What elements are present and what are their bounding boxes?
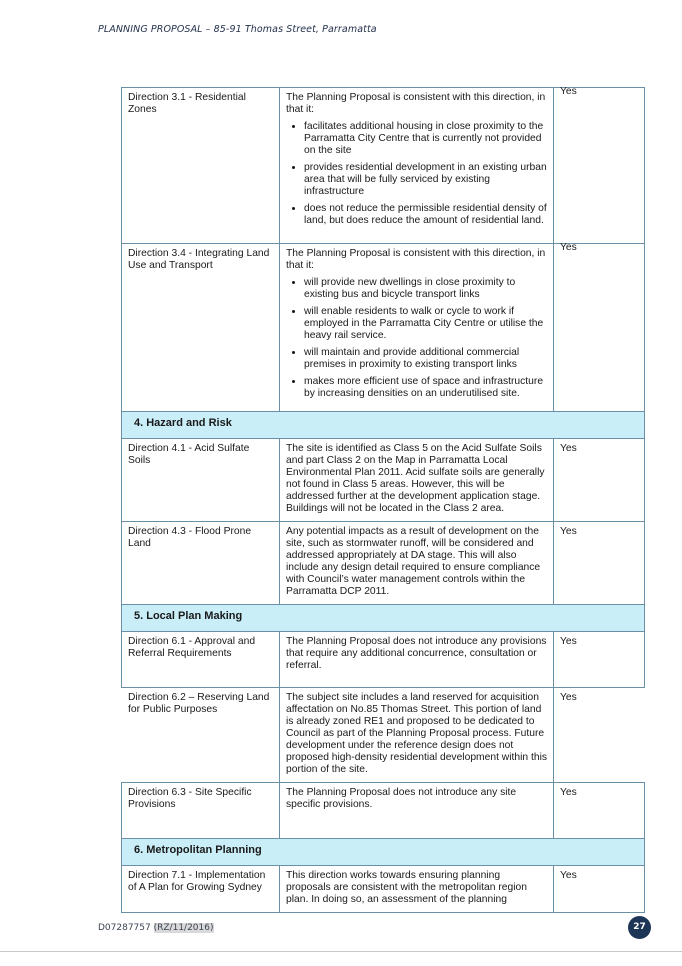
consistency-cell — [554, 866, 645, 913]
consistency-cell — [554, 522, 645, 605]
list-item: • provides residential development in an existing urban area that will be fully serviced by existing infrastructure — [304, 162, 547, 198]
assessment-cell — [280, 244, 554, 412]
consistency-value: Yes — [560, 870, 577, 881]
assessment-text: The subject site includes a land reserved for acquisition affectation on No.85 Thomas Street. This portion of land is already zoned RE1 and proposed to be dedicated to Council as part of the Planning Proposal process. Future development under the reference design does not proposed high-density residential development within this portion of the site. — [280, 688, 554, 783]
assessment-intro: The Planning Proposal is consistent with this direction, in that it: — [286, 248, 546, 271]
assessment-text: This direction works towards ensuring planning proposals are consistent with the metropolitan region plan. In doing so, an assessment of the planning — [280, 866, 554, 913]
direction-name: Direction 4.3 - Flood Prone Land — [122, 522, 280, 605]
consistency-value: Yes — [560, 787, 577, 798]
consistency-cell — [554, 632, 645, 688]
section-title: 4. Hazard and Risk — [122, 412, 645, 439]
list-item: • does not reduce the permissible residential density of land, but does reduce the amount of residential land. — [304, 203, 547, 227]
assessment-intro: The Planning Proposal is consistent with this direction, in that it: — [286, 92, 546, 115]
consistency-value: Yes — [560, 526, 577, 537]
consistency-cell — [554, 88, 645, 244]
section-heading-row — [122, 605, 645, 632]
consistency-cell — [554, 439, 645, 522]
bullet-list — [286, 277, 547, 400]
section-heading-row — [122, 839, 645, 866]
assessment-cell — [280, 88, 554, 244]
file-reference: (RZ/11/2016) — [153, 923, 214, 933]
page-divider — [0, 951, 682, 952]
table-row — [122, 783, 645, 839]
list-item: • facilitates additional housing in close proximity to the Parramatta City Centre that is currently not provided on the site — [304, 121, 547, 157]
direction-name: Direction 3.1 - Residential Zones — [122, 88, 280, 244]
consistency-value: Yes — [560, 242, 577, 253]
table-row — [122, 688, 645, 783]
list-item: • will maintain and provide additional commercial premises in proximity to existing transport links — [304, 347, 547, 371]
consistency-value: Yes — [560, 443, 577, 454]
assessment-text: The Planning Proposal does not introduce any site specific provisions. — [280, 783, 554, 839]
consistency-value: Yes — [560, 636, 577, 647]
list-item: • makes more efficient use of space and infrastructure by increasing densities on an underutilised site. — [304, 376, 547, 400]
table-row — [122, 866, 645, 913]
section-title: 5. Local Plan Making — [122, 605, 645, 632]
s117-directions-table — [121, 87, 645, 913]
bullet-list — [286, 121, 547, 227]
consistency-value: Yes — [560, 692, 577, 703]
direction-name: Direction 4.1 - Acid Sulfate Soils — [122, 439, 280, 522]
direction-name: Direction 7.1 - Implementation of A Plan for Growing Sydney — [122, 866, 280, 913]
table-row — [122, 244, 645, 412]
assessment-text: The site is identified as Class 5 on the Acid Sulfate Soils and part Class 2 on the Map in Parramatta Local Environmental Plan 2011. Acid sulfate soils are generally not found in Class 5 areas. However, this will be addressed further at the development application stage. Buildings will not be located in the Class 2 area. — [280, 439, 554, 522]
direction-name: Direction 6.3 - Site Specific Provisions — [122, 783, 280, 839]
page-number-badge: 27 — [628, 916, 651, 939]
table-row — [122, 522, 645, 605]
list-item: • will provide new dwellings in close proximity to existing bus and bicycle transport links — [304, 277, 547, 301]
assessment-text: Any potential impacts as a result of development on the site, such as stormwater runoff, will be considered and addressed appropriately at DA stage. This will also include any design detail required to ensure compliance with Council’s water management controls within the Parramatta DCP 2011. — [280, 522, 554, 605]
table-row — [122, 632, 645, 688]
section-title: 6. Metropolitan Planning — [122, 839, 645, 866]
consistency-cell — [554, 244, 645, 412]
running-header: PLANNING PROPOSAL – 85-91 Thomas Street, Parramatta — [98, 24, 377, 35]
assessment-text: The Planning Proposal does not introduce any provisions that require any additional concurrence, consultation or referral. — [280, 632, 554, 688]
list-item: • will enable residents to walk or cycle to work if employed in the Parramatta City Centre or utilise the heavy rail service. — [304, 306, 547, 342]
section-heading-row — [122, 412, 645, 439]
table-row — [122, 88, 645, 244]
direction-name: Direction 6.2 – Reserving Land for Public Purposes — [122, 688, 280, 783]
table-row — [122, 439, 645, 522]
consistency-value: Yes — [560, 86, 577, 97]
direction-name: Direction 3.4 - Integrating Land Use and Transport — [122, 244, 280, 412]
consistency-cell — [554, 688, 645, 783]
document-reference — [98, 923, 214, 933]
direction-name: Direction 6.1 - Approval and Referral Requirements — [122, 632, 280, 688]
consistency-cell — [554, 783, 645, 839]
doc-number: D07287757 — [98, 923, 151, 933]
